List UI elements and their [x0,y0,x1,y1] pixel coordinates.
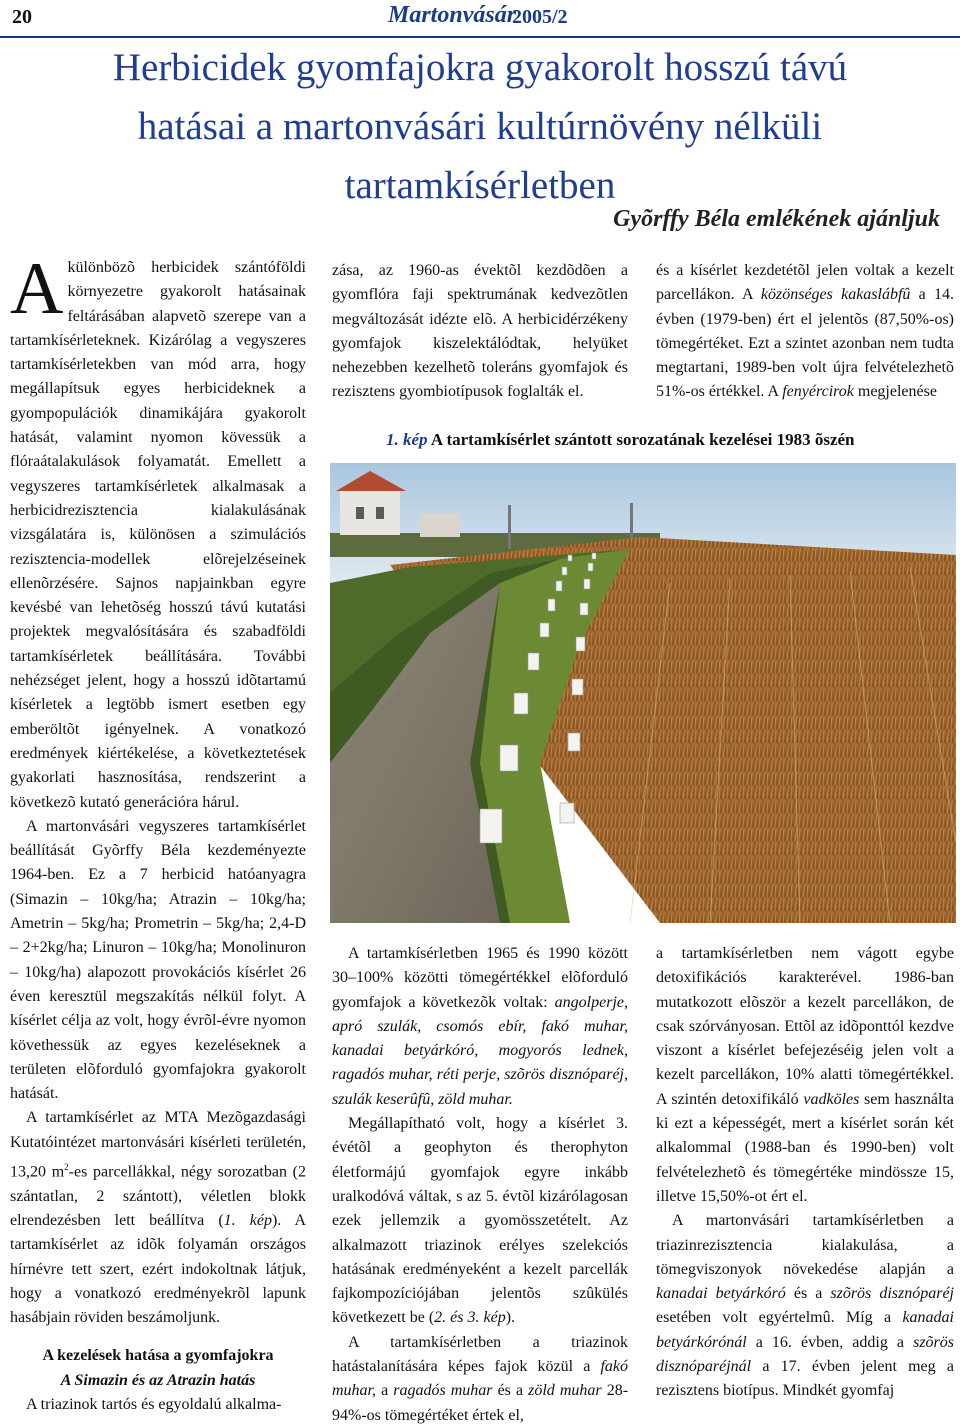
text: a 14. évben (1979-ben) ért el jelentõs (87,50%-os) tömegértéket. Ezt a szintet azonban nem tudta megtartani, 1989-ben volt újra felvételezhetõ 51%-os értékkel. A [656,286,955,401]
dedication: Gyõrffy Béla emlékének ajánljuk [613,206,940,232]
text: sem használta ki ezt a képességét, mert a kísérlet során két alkalommal (1988-ban és 1990-ben) volt felvételezhetõ és tömegértéke mindössze 15, illetve 15,50%-ot ért el. [656,1090,955,1205]
text: a [376,1382,394,1400]
column-1 [10,248,307,1417]
page-number: 20 [12,6,32,28]
column-3-bottom [656,942,954,1404]
text: ). [505,1309,516,1327]
column-2-top [332,259,628,405]
paragraph: zása, az 1960-as évektõl kezdõdõen a gyomflóra faji spektrumának kedvezõtlen megváltozását idézte elõ. A herbicidérzékeny gyomfajok kiszelektálódtak, helyüket nehezebben kezelhetõ toleráns gyomfajok és rezisztens gyombiotípusok foglalták el. [332,262,628,401]
paragraph [656,1209,954,1403]
title-line: Herbicidek gyomfajokra gyakorolt hosszú távú [112,46,848,89]
column-2-bottom [332,942,628,1428]
paragraph [332,942,628,1112]
section-subheading: A Simazin és az Atrazin hatás [60,1371,256,1389]
paragraph: A triazinok tartós és egyoldalú alkalma- [26,1395,282,1413]
text: -es parcellákkal, négy sorozatban (2 szántatlan, 2 szántott), véletlen blokk elrendezésben lett beállítva ( [10,1163,307,1229]
caption-label: 1. kép [386,430,428,449]
species-name: szõrös disznóparéj [830,1285,954,1303]
paragraph [10,1106,306,1330]
photo-illustration [330,463,956,923]
species-name: kanadai betyárkórónál [656,1309,954,1351]
text: a 17. évben jelent meg a rezisztens biotípus. Mindkét gyomfaj [656,1358,954,1400]
title-line: tartamkísérletben [344,164,616,207]
species-name: közönséges kakaslábfû [760,286,911,304]
section-heading: A kezelések hatása a gyomfajokra [42,1347,274,1365]
paragraph [656,942,954,1209]
figure-reference: 2. és 3. kép [434,1309,506,1327]
text: a 16. évben, addig a [746,1333,914,1351]
text: Megállapítható volt, hogy a kísérlet 3. évétõl a geophyton és therophyton életformájú gyomfajok egyre inkább uralkodóvá váltak, s az 5. évtõl kizárólagosan ezek jellemzik a gyomösszetételt. Az alkalmazott triazinok erélyes szelekciós hatásának eredményeként a kezelt parcellák fajkompozíciójában jelentõs szûkülés következett be ( [332,1115,628,1327]
text: A tartamkísérletben 1965 és 1990 között 30–100% közötti tömegértékkel elõforduló gyomfajok a következõk voltak: [332,945,628,1011]
text: esetében volt egyértelmû. Míg a [656,1309,903,1327]
species-name: fenyércirok [782,383,854,401]
text: és a [492,1382,529,1400]
intro-paragraph [10,248,306,815]
species-name: vadköles [803,1090,860,1108]
field-experiment-photo [330,463,956,923]
species-name: kanadai betyárkóró [656,1285,786,1303]
title-line: hatásai a martonvásári kultúrnövény nélküli [137,105,823,148]
text: és a [785,1285,831,1303]
paragraph: A martonvásári vegyszeres tartamkísérlet beállítását Gyõrffy Béla kezdeményezte 1964-ben. Ez a 7 herbicid hatóanyagra (Simazin – 10kg/ha; Atrazin – 10kg/ha; Ametrin – 5kg/ha; Prometrin – 5kg/ha; 2,4-D – 2+2kg/ha; Linuron – 10kg/ha; Monolinuron – 10kg/ha) alapozott provokációs kísérlet 26 éven keresztül megszakítás nélkül folyt. A kísérlet célja az volt, hogy évrõl-évre nyomon követhessük az egyes kezeléseknek a területen elõforduló gyomfajokra gyakorolt hatását. [10,817,306,1103]
paragraph [332,1331,628,1428]
intro-text: különbözõ herbicidek szántóföldi környezetre gyakorolt hatásainak feltárásában alapvetõ szerepe van a tartamkísérleteknek. Kizárólag a vegyszeres tartamkísérletekben van mód arra, hogy megállapítsuk egyes herbicideknek a gyompopulációk dinamikájára gyakorolt hatását, valamint nyomon kövessük a flóraátalakulások folyamatát. Emellett a vegyszeres tartamkísérletek alkalmasak a herbicidrezisztencia kialakulásának vizsgálatára is, különösen a szimulációs rezisztencia-modellek elõrejelzéseinek ellenõrzésére. Sajnos napjainkban egyre kevésbé van lehetõség hosszú távú kutatási projektek megvalósítására és szabadföldi tartamkísérletek beállítására. További nehézséget jelent, hogy a hosszú idõtartamú kísérletek a legtöbb ismert esetben egy emberöltõt igényelnek. A vonatkozó eredmények kiértékelése, a következtetések gyakorlati hasznosítása, rendszerint a következõ kutató generációra hárul. [10,259,306,811]
figure-reference: 1. kép [223,1211,272,1229]
text: a tartamkísérletben nem vágott egybe detoxifikációs karakterével. 1986-ban mutatkozott elõször a kezelt parcellákon, de csak szórványosan. Ettõl az idõponttól kezdve viszont a kísérlet befejezéséig jelen volt a kezelt parcellákon, 10% alatti tömegértékkel. A szintén detoxifikáló [656,945,954,1108]
caption-text: A tartamkísérlet szántott sorozatának kezelései 1983 õszén [427,430,855,449]
species-name: szõrös disznóparéjnál [656,1333,954,1376]
species-list: angolperje, apró szulák, csomós ebír, fakó muhar, kanadai betyárkóró, mogyorós lednek, ragadós muhar, réti perje, szõrös disznóparéj, szulák keserûfû, zöld muhar. [332,993,628,1108]
species-name: zöld muhar [528,1382,602,1400]
text: és a kísérlet kezdetétõl jelen voltak a kezelt parcellákon. A [656,262,954,304]
paragraph [332,1112,628,1331]
superscript: 2 [64,1161,69,1172]
photo-caption [386,430,855,450]
text: ). A tartamkísérlet az idõk folyamán országos hírnévre tett szert, ezért indokoltnak látjuk, hogy a vonatkozó eredményekrõl lapunk hasábjain röviden beszámoljunk. [10,1211,307,1327]
text: megjelenése [853,383,937,401]
text: A martonvásári tartamkísérletben a triazinrezisztencia kialakulása, a tömegviszonyok növekedése alapján a [656,1212,954,1278]
species-name: fakó muhar, [332,1358,628,1400]
article-title [0,38,960,215]
text: 28-94%-os tömegértéket értek el, [332,1382,629,1424]
drop-cap: A [10,248,64,330]
text: A tartamkísérletben a triazinok hatástalanítására képes fajok közül a [332,1333,628,1376]
paragraph [656,259,954,405]
species-name: ragadós muhar [393,1382,493,1400]
text: A tartamkísérlet az MTA Mezõgazdasági Kutatóintézet martonvásári kísérleti területén, 13,20 m [10,1109,306,1181]
magazine-name: Martonvásár [388,2,517,28]
column-3-top [656,259,954,405]
issue-number: 2005/2 [512,6,568,28]
